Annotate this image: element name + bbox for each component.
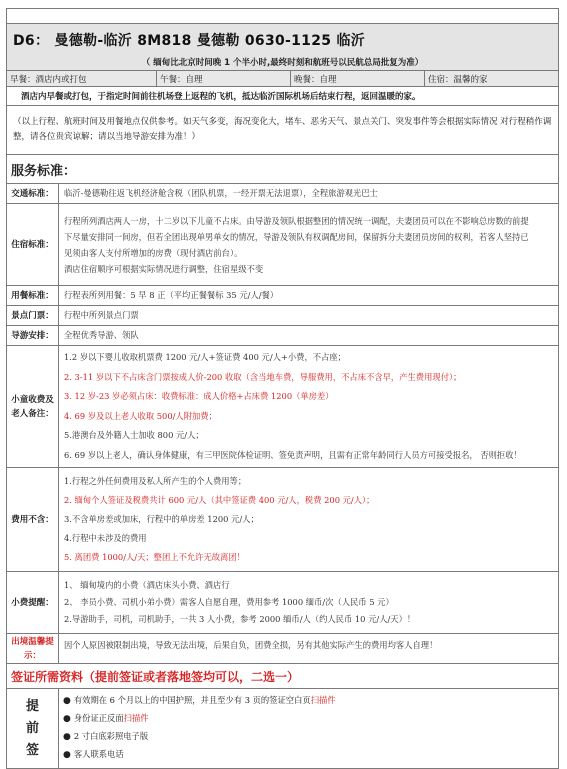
excluded-item: 5. 离团费 1000/人/天；整团上不允许无故离团！ [64, 552, 245, 562]
transport-label: 交通标准： [7, 184, 59, 204]
transport-content: 临沂-曼德勒往返飞机经济舱含税（团队机票，一经开票无法退票），全程旅游观光巴士 [59, 184, 559, 204]
itinerary-disclaimer: （以上行程、航班时间及用餐地点仅供参考。如天气多变，海况变化大，堵车、恶劣天气、景点关门、突发事件等会根据实际情况 对行程稍作调整，请各位贵宾谅解；请以当地导游安排为准！） [7, 106, 559, 155]
tips-item: 2、 李员小费、司机小弟小费）需客人自愿自理，费用参考 1000 缅币/次（人民币 5 元） [64, 597, 394, 607]
visa-content [59, 689, 559, 769]
time-note: （ 缅甸比北京时间晚 1 个半小时,最终时刻和航班号以民航总局批复为准） [141, 58, 424, 68]
excluded-content [59, 468, 559, 572]
excluded-label: 费用不含： [7, 468, 59, 572]
excluded-item: 1.行程之外任何费用及私人所产生的个人费用等； [64, 476, 247, 486]
lunch-cell: 午餐：自理 [157, 71, 291, 87]
visa-label: 提 前 签 [7, 689, 59, 769]
warning-label: 出境温馨提示： [7, 634, 59, 664]
child-item: 2. 3-11 岁以下不占床含门票按成人价-200 收取（含当地车费，导服费用，不占床不含早，产生费用现付）； [64, 371, 462, 382]
child-item: 1.2 岁以下婴儿收取机票费 1200 元/人+签证费 400 元/人+小费，不占座； [64, 352, 346, 362]
child-item: 6. 69 岁以上老人，确认身体健康，有三甲医院体检证明、签免责声明，且需有正常年龄同行人员方可接受报名， 否则拒收！ [64, 449, 522, 460]
bullet-icon: ● [63, 696, 71, 706]
excluded-item: 3.不含单房差或加床，行程中的单房差 1200 元/人； [64, 514, 259, 524]
dinner-cell: 晚餐：自理 [291, 71, 425, 87]
guide-content: 全程优秀导游、领队 [59, 326, 559, 346]
day-title: D6： 曼德勒-临沂 8M818 曼德勒 0630-1125 临沂 [13, 33, 366, 49]
lodging-cell: 住宿：温馨的家 [425, 71, 559, 87]
visa-item: ● 身份证正反面扫描件 [63, 713, 149, 724]
service-standard-title: 服务标准： [7, 155, 559, 184]
visa-title: 签证所需资料（提前签证或者落地签均可以，二选一） [7, 664, 559, 689]
meal-content: 行程表所列用餐：5 早 8 正（平均正餐餐标 35 元/人/餐） [59, 286, 559, 306]
visa-item: ● 有效期在 6 个月以上的中国护照，并且至少有 3 页的签证空白页扫描件 [63, 695, 336, 706]
lodging-label: 住宿标准： [7, 204, 59, 286]
tips-content [59, 572, 559, 634]
top-border-row [7, 9, 559, 24]
lodging-content: 行程所列酒店两人一房，十二岁以下儿童不占床。由导游及领队根据整团的情况统一调配，夫妻团员可以在不影响总房数的前提 下尽量安排同一间房，但若全团出现单男单女的情况，导游及领队有权调配房间，保留拆分夫妻团员房间的权利，若客人坚持已 见须由客人支付所增加的房费（现付酒店前台）。 酒店住宿顺序可根据实际情况进行调整，住宿星级不变 [59, 204, 559, 286]
warning-content: 因个人原因被限制出境，导致无法出境，后果自负，团费全损，另有其他实际产生的费用均客人自理！ [59, 634, 559, 664]
child-elderly-label: 小童收费及老人备注： [7, 346, 59, 468]
day-header [7, 24, 559, 71]
excluded-item: 2. 缅甸个人签证及税费共计 600 元/人（其中签证费 400 元/人，税费 200 元/人）； [64, 495, 375, 505]
guide-label: 导游安排： [7, 326, 59, 346]
bullet-icon: ● [63, 750, 71, 760]
child-item: 4. 69 岁及以上老人收取 500/人附加费； [64, 410, 217, 421]
visa-item: ● 2 寸白底彩照电子版 [63, 731, 149, 742]
child-item: 3. 12 岁-23 岁必须占床：收费标准：成人价格+占床费 1200（单房差） [64, 391, 334, 401]
bullet-icon: ● [63, 732, 71, 742]
visa-item: ● 客人联系电话 [63, 749, 124, 760]
bullet-icon: ● [63, 714, 71, 724]
child-item: 5.港澳台及外籍人士加收 800 元/人； [64, 430, 204, 440]
breakfast-cell: 早餐：酒店内或打包 [7, 71, 157, 87]
tips-item: 1、 缅甸境内的小费（酒店床头小费、酒店行 [64, 580, 230, 590]
tips-label: 小费提醒： [7, 572, 59, 634]
itinerary-document [6, 8, 558, 769]
child-elderly-content [59, 346, 559, 468]
meal-label: 用餐标准： [7, 286, 59, 306]
tickets-content: 行程中所列景点门票 [59, 306, 559, 326]
tickets-label: 景点门票： [7, 306, 59, 326]
tips-item: 2.导游助手，司机，司机助手，一共 3 人小费，参考 2000 缅币/人（约人民币 10 元/人/天）！ [64, 614, 416, 624]
excluded-item: 4.行程中未涉及的费用 [64, 533, 147, 543]
day-description: 酒店内早餐或打包，于指定时间前往机场登上返程的飞机，抵达临沂国际机场后结束行程，返回温暖的家。 [7, 87, 559, 106]
